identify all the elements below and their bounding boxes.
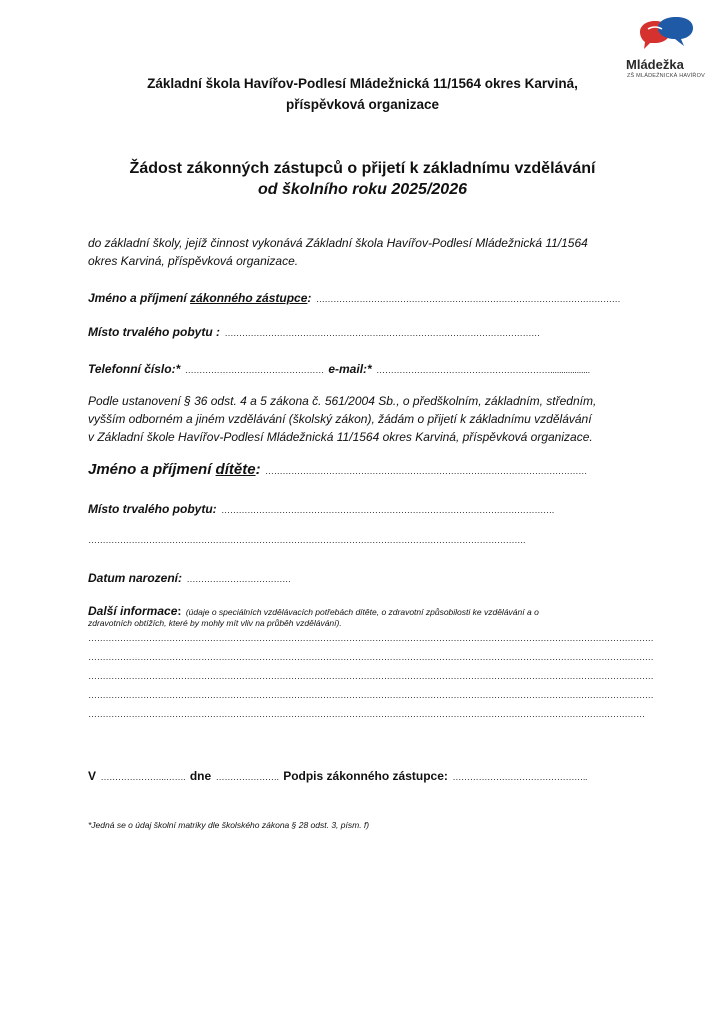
- form-title: Žádost zákonných zástupců o přijetí k základnímu vzdělávání: [129, 160, 596, 177]
- guardian-residence-row: [88, 323, 540, 341]
- dob-label: Datum narození:: [88, 571, 183, 585]
- additional-info-note-line2: zdravotních obtížích, které by mohly mít vliv na průběh vzdělávání).: [88, 618, 342, 628]
- child-residence-field[interactable]: …………………………………………………………………………………………………….: [221, 505, 554, 515]
- school-name-line2: příspěvková organizace: [285, 97, 440, 112]
- place-label: V: [88, 769, 97, 783]
- contact-row: [88, 360, 590, 378]
- legal-line2: vyšším odborném a jiném vzdělávání (školský zákon), žádám o přijetí k základnímu vzdělávání: [88, 412, 592, 426]
- date-field[interactable]: ………………….: [215, 772, 279, 782]
- child-residence-label: Místo trvalého pobytu:: [88, 502, 217, 516]
- signature-row: [88, 767, 587, 785]
- logo-name: Mládežka: [626, 57, 684, 72]
- additional-info-line[interactable]: ……………………………………………………………………………………………………………………………………………………………………………: [88, 671, 654, 681]
- logo-subtitle: ZŠ MLÁDEŽNICKÁ HAVÍŘOV: [627, 73, 705, 79]
- email-label: e-mail:*: [328, 362, 372, 376]
- child-name-label: Jméno a příjmení dítěte:: [88, 461, 261, 478]
- guardian-residence-field[interactable]: ……………………………………………….………………………………………………: [224, 328, 540, 338]
- child-name-row: [88, 461, 587, 479]
- child-name-field[interactable]: …………………………………………………………………………………………………: [265, 466, 587, 476]
- additional-info-line[interactable]: ……………………………………………………………………………………………………………………………………………………………………………: [88, 633, 654, 643]
- form-subtitle: od školního roku 2025/2026: [258, 181, 467, 198]
- email-field[interactable]: ……………………………………………………..................: [376, 365, 590, 375]
- additional-info-line[interactable]: ……………………………………………………………………………………………………………………………………………………………………………: [88, 652, 654, 662]
- blue-speech-bubble-icon: [658, 17, 693, 46]
- dob-row: [88, 569, 291, 587]
- additional-info-note-line1: (údaje o speciálních vzdělávacích potřebách dítěte, o zdravotní způsobilosti ke vzdělávání a o: [185, 607, 539, 617]
- child-residence-row: [88, 500, 554, 518]
- child-residence-field-line2[interactable]: …………………………………………………………………………………………………………………………………….: [88, 535, 526, 545]
- guardian-name-row: [88, 289, 620, 307]
- place-field[interactable]: …………………..…….: [100, 772, 186, 782]
- signature-field[interactable]: ………………………………………..: [452, 772, 588, 782]
- guardian-residence-label: Místo trvalého pobytu :: [88, 325, 220, 339]
- date-label: dne: [189, 769, 212, 783]
- legal-line3: v Základní škole Havířov-Podlesí Mládežnická 11/1564 okres Karviná, příspěvková organizace.: [88, 430, 593, 444]
- intro-line1: do základní školy, jejíž činnost vykonává Základní škola Havířov-Podlesí Mládežnická 11/1564: [88, 236, 588, 250]
- additional-info-label: Další informace:: [88, 604, 182, 618]
- additional-info-line[interactable]: ……………………………………………………………………………………………………………………………………………………………………………: [88, 690, 654, 700]
- intro-line2: okres Karviná, příspěvková organizace.: [88, 254, 299, 268]
- footnote: *Jedná se o údaj školní matriky dle školského zákona § 28 odst. 3, písm. f): [88, 820, 370, 830]
- phone-label: Telefonní číslo:*: [88, 362, 181, 376]
- legal-line1: Podle ustanovení § 36 odst. 4 a 5 zákona č. 561/2004 Sb., o předškolním, základním, středním,: [88, 394, 597, 408]
- school-name-line1: Základní škola Havířov-Podlesí Mládežnická 11/1564 okres Karviná,: [147, 76, 578, 91]
- additional-info-line[interactable]: …………………………………………………………………………………………………………………………………………………………………………: [88, 709, 645, 719]
- dob-field[interactable]: ………………………………: [186, 574, 291, 584]
- guardian-name-label: Jméno a příjmení zákonného zástupce:: [88, 291, 312, 305]
- phone-field[interactable]: …………………………………………: [184, 365, 324, 375]
- signature-label: Podpis zákonného zástupce:: [283, 769, 448, 783]
- guardian-name-field[interactable]: ……………………………………………………………………………………………: [315, 294, 621, 304]
